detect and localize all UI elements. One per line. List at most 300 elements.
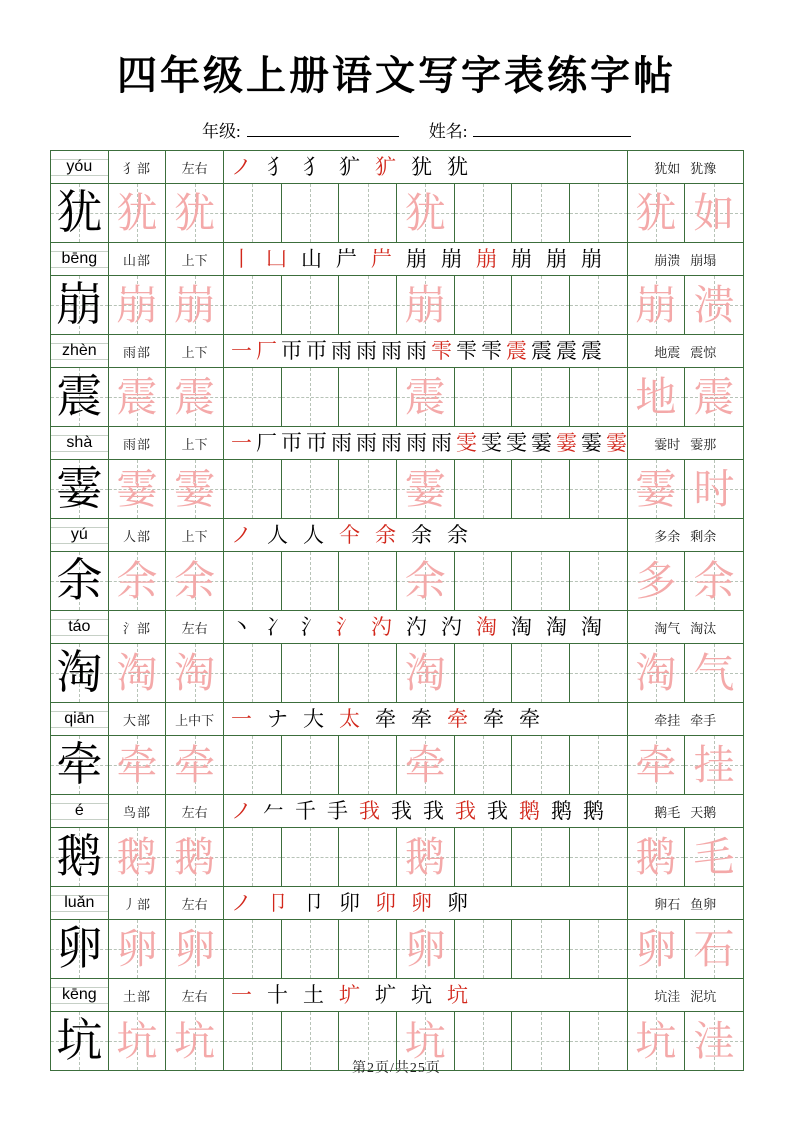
stroke-step: 犷 xyxy=(338,154,360,179)
character-block xyxy=(51,427,743,519)
trace-char: 震 xyxy=(174,374,216,420)
example-char: 崩 xyxy=(635,282,677,328)
model-char: 坑 xyxy=(56,1015,103,1066)
trace-cell xyxy=(109,828,167,886)
pinyin-text: táo xyxy=(68,618,91,635)
stroke-step: 余 xyxy=(374,522,396,547)
structure-cell: 上下 xyxy=(166,427,224,459)
stroke-step: 人 xyxy=(266,522,288,547)
example-words-cell xyxy=(628,519,743,551)
character-block xyxy=(51,703,743,795)
trace-cell xyxy=(397,828,455,886)
example-char-cell xyxy=(685,552,743,610)
stroke-step: 汋 xyxy=(370,614,392,639)
stroke-step: 雯 xyxy=(455,430,477,455)
stroke-step: 犭 xyxy=(302,154,324,179)
stroke-step: 牵 xyxy=(374,706,396,731)
example-char-cell xyxy=(628,460,686,518)
stroke-step: 雨 xyxy=(405,430,427,455)
stroke-step: 丨 xyxy=(230,246,252,271)
stroke-step: 圹 xyxy=(374,982,396,1007)
stroke-step: 汋 xyxy=(440,614,462,639)
trace-cell xyxy=(397,552,455,610)
model-char: 卵 xyxy=(56,923,103,974)
trace-char: 淘 xyxy=(174,650,216,696)
pinyin-cell xyxy=(51,519,109,551)
trace-char: 牵 xyxy=(174,742,216,788)
stroke-step: 雨 xyxy=(330,338,352,363)
pinyin-text: qiān xyxy=(64,710,95,727)
example-char: 犹 xyxy=(635,190,677,236)
example-char: 溃 xyxy=(693,282,735,328)
example-char-cell xyxy=(628,736,686,794)
example-char-cell xyxy=(628,276,686,334)
stroke-step: 震 xyxy=(530,338,552,363)
example-char-cell xyxy=(685,460,743,518)
trace-char: 霎 xyxy=(116,466,158,512)
model-char: 余 xyxy=(56,555,103,606)
trace-cell xyxy=(339,828,397,886)
example-char-cell xyxy=(685,276,743,334)
trace-cell xyxy=(512,460,570,518)
trace-cell xyxy=(166,736,224,794)
stroke-step: 雫 xyxy=(430,338,452,363)
trace-cell xyxy=(109,276,167,334)
stroke-order-cell xyxy=(224,519,628,551)
trace-char: 卵 xyxy=(174,926,216,972)
stroke-step: 崩 xyxy=(510,246,532,271)
stroke-order-cell xyxy=(224,243,628,275)
stroke-step: ノ xyxy=(230,522,252,547)
trace-cell xyxy=(282,552,340,610)
model-char: 霎 xyxy=(56,463,103,514)
example-words-cell xyxy=(628,427,743,459)
trace-cell xyxy=(224,276,282,334)
trace-cell xyxy=(224,368,282,426)
trace-cell xyxy=(282,736,340,794)
trace-char: 犹 xyxy=(174,190,216,236)
block-header-row xyxy=(51,427,743,460)
trace-cell xyxy=(397,276,455,334)
example-char: 如 xyxy=(693,190,735,236)
trace-cell xyxy=(512,736,570,794)
radical-cell: 犭部 xyxy=(109,151,167,183)
stroke-step: 丶 xyxy=(230,614,252,639)
grade-blank-line xyxy=(247,121,399,137)
trace-cell xyxy=(570,368,628,426)
stroke-order-cell xyxy=(224,611,628,643)
character-block xyxy=(51,243,743,335)
example-word: 崩溃 xyxy=(654,252,681,268)
trace-cell xyxy=(282,920,340,978)
stroke-step: 雨 xyxy=(430,430,452,455)
example-char-cell xyxy=(685,920,743,978)
example-word: 天鹅 xyxy=(690,804,717,820)
example-word: 鹅毛 xyxy=(654,804,681,820)
stroke-step: ナ xyxy=(266,706,288,731)
stroke-step: 卵 xyxy=(410,890,432,915)
example-word: 犹豫 xyxy=(690,160,717,176)
stroke-step: 帀 xyxy=(280,430,302,455)
trace-cell xyxy=(455,368,513,426)
pinyin-text: é xyxy=(74,802,84,819)
trace-cell xyxy=(570,460,628,518)
example-word: 崩塌 xyxy=(690,252,717,268)
trace-cell xyxy=(166,644,224,702)
example-words-cell xyxy=(628,151,743,183)
model-char-cell xyxy=(51,920,109,978)
example-word: 霎那 xyxy=(690,436,717,452)
stroke-step: 雨 xyxy=(380,338,402,363)
stroke-step: 鹅 xyxy=(550,798,572,823)
block-header-row xyxy=(51,703,743,736)
example-char: 余 xyxy=(693,558,735,604)
trace-char: 崩 xyxy=(116,282,158,328)
trace-cell xyxy=(339,368,397,426)
model-char: 震 xyxy=(56,371,103,422)
stroke-step: 我 xyxy=(454,798,476,823)
practice-row xyxy=(51,736,743,795)
example-char-cell xyxy=(685,736,743,794)
example-word: 多余 xyxy=(654,528,681,544)
trace-cell xyxy=(512,368,570,426)
stroke-step: 雯 xyxy=(480,430,502,455)
model-char: 牵 xyxy=(56,739,103,790)
radical-cell: 山部 xyxy=(109,243,167,275)
stroke-step: 淘 xyxy=(580,614,602,639)
model-char-cell xyxy=(51,1012,109,1070)
stroke-step: 霎 xyxy=(530,430,552,455)
trace-cell xyxy=(512,920,570,978)
stroke-order-cell xyxy=(224,979,628,1011)
pinyin-text: luǎn xyxy=(64,894,95,911)
radical-cell: 丿部 xyxy=(109,887,167,919)
trace-char: 余 xyxy=(116,558,158,604)
stroke-step: 犷 xyxy=(374,154,396,179)
trace-cell xyxy=(512,644,570,702)
stroke-step: 𠂉 xyxy=(262,798,284,823)
trace-cell xyxy=(282,644,340,702)
trace-char: 犹 xyxy=(116,190,158,236)
trace-cell xyxy=(339,644,397,702)
stroke-step: 霎 xyxy=(555,430,577,455)
stroke-step: 崩 xyxy=(440,246,462,271)
structure-cell: 上中下 xyxy=(166,703,224,735)
trace-cell xyxy=(570,736,628,794)
character-block xyxy=(51,795,743,887)
character-table xyxy=(50,150,744,1071)
trace-cell xyxy=(570,552,628,610)
example-char: 鹅 xyxy=(635,834,677,880)
example-words-cell xyxy=(628,243,743,275)
trace-cell xyxy=(512,552,570,610)
example-char: 霎 xyxy=(635,466,677,512)
trace-cell xyxy=(282,368,340,426)
model-char: 淘 xyxy=(56,647,103,698)
stroke-step: 圹 xyxy=(338,982,360,1007)
stroke-step: 震 xyxy=(555,338,577,363)
block-header-row xyxy=(51,519,743,552)
example-words-cell xyxy=(628,887,743,919)
stroke-step: 淘 xyxy=(510,614,532,639)
trace-cell xyxy=(512,828,570,886)
trace-char: 犹 xyxy=(404,190,446,236)
block-header-row xyxy=(51,887,743,920)
trace-cell xyxy=(339,552,397,610)
stroke-step: 汋 xyxy=(405,614,427,639)
trace-char: 淘 xyxy=(116,650,158,696)
trace-cell xyxy=(397,920,455,978)
model-char: 鹅 xyxy=(56,831,103,882)
stroke-order-cell xyxy=(224,335,628,367)
stroke-step: 屵 xyxy=(370,246,392,271)
stroke-step: 淘 xyxy=(545,614,567,639)
trace-cell xyxy=(166,276,224,334)
stroke-step: 厂 xyxy=(255,430,277,455)
model-char-cell xyxy=(51,276,109,334)
model-char-cell xyxy=(51,828,109,886)
model-char-cell xyxy=(51,184,109,242)
trace-cell xyxy=(282,828,340,886)
example-word: 犹如 xyxy=(654,160,681,176)
trace-cell xyxy=(224,460,282,518)
trace-cell xyxy=(224,828,282,886)
trace-cell xyxy=(512,276,570,334)
example-char-cell xyxy=(628,644,686,702)
trace-cell xyxy=(570,276,628,334)
stroke-step: ノ xyxy=(230,890,252,915)
stroke-order-cell xyxy=(224,703,628,735)
trace-char: 鹅 xyxy=(116,834,158,880)
trace-cell xyxy=(570,184,628,242)
pinyin-text: yóu xyxy=(66,158,93,175)
stroke-step: ノ xyxy=(230,154,252,179)
block-header-row xyxy=(51,795,743,828)
trace-cell xyxy=(339,920,397,978)
student-info-line xyxy=(202,117,631,142)
pinyin-cell xyxy=(51,795,109,827)
radical-cell: 大部 xyxy=(109,703,167,735)
example-char-cell xyxy=(685,368,743,426)
stroke-step: 霎 xyxy=(580,430,602,455)
trace-cell xyxy=(339,184,397,242)
example-words-cell xyxy=(628,611,743,643)
model-char-cell xyxy=(51,460,109,518)
stroke-step: 鹅 xyxy=(582,798,604,823)
radical-cell: 人部 xyxy=(109,519,167,551)
example-word: 淘气 xyxy=(654,620,681,636)
stroke-step: 一 xyxy=(230,982,252,1007)
stroke-step: 牵 xyxy=(482,706,504,731)
example-word: 牵挂 xyxy=(654,712,681,728)
trace-char: 坑 xyxy=(116,1018,158,1064)
stroke-step: 土 xyxy=(302,982,324,1007)
example-word: 牵手 xyxy=(690,712,717,728)
stroke-step: 震 xyxy=(580,338,602,363)
stroke-step: 牵 xyxy=(410,706,432,731)
structure-cell: 上下 xyxy=(166,335,224,367)
stroke-step: 牵 xyxy=(518,706,540,731)
stroke-step: 我 xyxy=(390,798,412,823)
stroke-step: 卯 xyxy=(338,890,360,915)
example-char-cell xyxy=(628,828,686,886)
trace-char: 余 xyxy=(404,558,446,604)
example-char: 坑 xyxy=(635,1018,677,1064)
stroke-step: 一 xyxy=(230,338,252,363)
example-char-cell xyxy=(628,552,686,610)
structure-cell: 左右 xyxy=(166,979,224,1011)
example-char: 卵 xyxy=(635,926,677,972)
example-word: 霎时 xyxy=(654,436,681,452)
stroke-step: 氵 xyxy=(335,614,357,639)
trace-cell xyxy=(166,184,224,242)
example-char: 毛 xyxy=(693,834,735,880)
stroke-step: 余 xyxy=(410,522,432,547)
example-char-cell xyxy=(628,920,686,978)
trace-cell xyxy=(339,460,397,518)
trace-char: 崩 xyxy=(404,282,446,328)
page-title: 四年级上册语文写字表练字帖 xyxy=(117,53,676,98)
pinyin-cell xyxy=(51,243,109,275)
trace-cell xyxy=(109,736,167,794)
radical-cell: 雨部 xyxy=(109,335,167,367)
practice-row xyxy=(51,368,743,427)
trace-cell xyxy=(397,368,455,426)
trace-cell xyxy=(570,828,628,886)
trace-char: 卵 xyxy=(116,926,158,972)
pinyin-cell xyxy=(51,151,109,183)
stroke-order-cell xyxy=(224,151,628,183)
name-blank-line xyxy=(473,121,631,137)
trace-cell xyxy=(455,828,513,886)
pinyin-text: zhèn xyxy=(61,342,97,359)
trace-cell xyxy=(339,736,397,794)
example-char: 洼 xyxy=(693,1018,735,1064)
trace-char: 坑 xyxy=(404,1018,446,1064)
trace-cell xyxy=(455,736,513,794)
pinyin-cell xyxy=(51,887,109,919)
stroke-step: 雨 xyxy=(405,338,427,363)
example-char: 牵 xyxy=(635,742,677,788)
example-words-cell xyxy=(628,979,743,1011)
trace-cell xyxy=(570,644,628,702)
stroke-step: 太 xyxy=(338,706,360,731)
stroke-step: 卩 xyxy=(266,890,288,915)
grade-label: 年级: xyxy=(202,122,241,141)
trace-cell xyxy=(397,460,455,518)
example-char-cell xyxy=(628,368,686,426)
trace-char: 牵 xyxy=(404,742,446,788)
pinyin-cell xyxy=(51,611,109,643)
practice-row xyxy=(51,184,743,243)
trace-char: 霎 xyxy=(404,466,446,512)
trace-char: 崩 xyxy=(174,282,216,328)
trace-cell xyxy=(109,552,167,610)
radical-cell: 鸟部 xyxy=(109,795,167,827)
stroke-step: 余 xyxy=(446,522,468,547)
stroke-step: 我 xyxy=(422,798,444,823)
stroke-step: 坑 xyxy=(410,982,432,1007)
model-char: 崩 xyxy=(56,279,103,330)
radical-cell: 氵部 xyxy=(109,611,167,643)
practice-row xyxy=(51,644,743,703)
block-header-row xyxy=(51,151,743,184)
example-char-cell xyxy=(685,1012,743,1070)
stroke-step: 山 xyxy=(300,246,322,271)
trace-cell xyxy=(339,276,397,334)
trace-cell xyxy=(282,276,340,334)
practice-row xyxy=(51,460,743,519)
practice-row xyxy=(51,828,743,887)
stroke-step: 崩 xyxy=(580,246,602,271)
pinyin-text: shà xyxy=(66,434,93,451)
model-char-cell xyxy=(51,552,109,610)
trace-cell xyxy=(224,552,282,610)
trace-cell xyxy=(109,368,167,426)
stroke-step: 我 xyxy=(358,798,380,823)
stroke-step: 犭 xyxy=(266,154,288,179)
stroke-step: 屵 xyxy=(335,246,357,271)
stroke-step: 犹 xyxy=(410,154,432,179)
stroke-step: 鹅 xyxy=(518,798,540,823)
pinyin-text: bēng xyxy=(61,250,98,267)
stroke-step: 霎 xyxy=(605,430,627,455)
example-char-cell xyxy=(628,184,686,242)
trace-cell xyxy=(224,184,282,242)
trace-cell xyxy=(109,920,167,978)
trace-char: 霎 xyxy=(174,466,216,512)
stroke-step: 人 xyxy=(302,522,324,547)
stroke-step: 仐 xyxy=(338,522,360,547)
trace-cell xyxy=(397,644,455,702)
example-words-cell xyxy=(628,795,743,827)
practice-row xyxy=(51,276,743,335)
trace-cell xyxy=(455,644,513,702)
character-block xyxy=(51,151,743,243)
trace-char: 震 xyxy=(116,374,158,420)
stroke-step: 崩 xyxy=(545,246,567,271)
radical-cell: 土部 xyxy=(109,979,167,1011)
trace-char: 牵 xyxy=(116,742,158,788)
stroke-step: 卯 xyxy=(374,890,396,915)
example-word: 震惊 xyxy=(690,344,717,360)
trace-cell xyxy=(455,920,513,978)
example-char-cell xyxy=(685,828,743,886)
trace-cell xyxy=(166,828,224,886)
example-char: 震 xyxy=(693,374,735,420)
stroke-step: ノ xyxy=(230,798,252,823)
trace-cell xyxy=(282,460,340,518)
practice-row xyxy=(51,920,743,979)
stroke-step: 一 xyxy=(230,706,252,731)
stroke-step: 帀 xyxy=(305,338,327,363)
example-word: 地震 xyxy=(654,344,681,360)
example-word: 淘汰 xyxy=(690,620,717,636)
radical-cell: 雨部 xyxy=(109,427,167,459)
stroke-step: 我 xyxy=(486,798,508,823)
stroke-step: 雨 xyxy=(355,430,377,455)
trace-cell xyxy=(455,184,513,242)
structure-cell: 上下 xyxy=(166,519,224,551)
example-word: 泥坑 xyxy=(690,988,717,1004)
pinyin-cell xyxy=(51,703,109,735)
example-char: 挂 xyxy=(693,742,735,788)
example-words-cell xyxy=(628,703,743,735)
trace-cell xyxy=(166,460,224,518)
structure-cell: 左右 xyxy=(166,611,224,643)
example-char-cell xyxy=(685,644,743,702)
stroke-step: 淘 xyxy=(475,614,497,639)
